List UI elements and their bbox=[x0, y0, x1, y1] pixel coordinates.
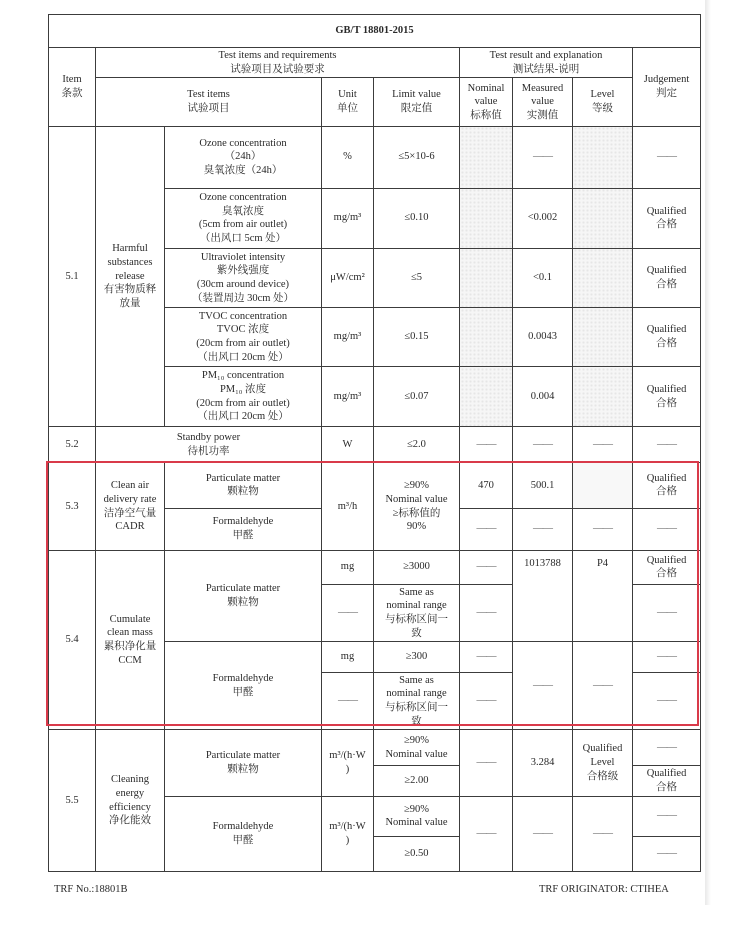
header-level: Level 等级 bbox=[573, 78, 633, 126]
nominal-cell bbox=[460, 188, 513, 248]
header-item: Item 条款 bbox=[49, 48, 96, 126]
judgement-cell: Qualified 合格 bbox=[633, 463, 701, 508]
limit-cell: ≥90% Nominal value ≥标称值的 90% bbox=[374, 463, 460, 550]
judgement-cell: —— bbox=[633, 427, 701, 463]
test-ultraviolet: Ultraviolet intensity 紫外线强度 (30cm around device) （装置周边 30cm 处） bbox=[165, 248, 322, 307]
measured-cell: —— bbox=[513, 642, 573, 730]
nominal-cell: —— bbox=[460, 642, 513, 672]
judgement-cell: —— bbox=[633, 584, 701, 642]
judgement-cell: —— bbox=[633, 836, 701, 871]
level-cell bbox=[573, 188, 633, 248]
item-5-4: 5.4 bbox=[49, 550, 96, 730]
level-cell bbox=[573, 308, 633, 367]
judgement-cell: Qualified 合格 bbox=[633, 308, 701, 367]
judgement-cell: —— bbox=[633, 642, 701, 672]
level-cell: —— bbox=[573, 642, 633, 730]
nominal-cell bbox=[460, 126, 513, 188]
unit-cell: mg bbox=[322, 642, 374, 672]
limit-cell: Same as nominal range 与标称区间一 致 bbox=[374, 584, 460, 642]
nominal-cell bbox=[460, 248, 513, 307]
nominal-cell: —— bbox=[460, 550, 513, 584]
limit-cell: ≤0.15 bbox=[374, 308, 460, 367]
limit-cell: ≤0.07 bbox=[374, 367, 460, 427]
measured-cell: 1013788 bbox=[513, 550, 573, 642]
judgement-cell: Qualified 合格 bbox=[633, 367, 701, 427]
limit-cell: ≥90% Nominal value bbox=[374, 730, 460, 766]
limit-cell: ≥90% Nominal value bbox=[374, 796, 460, 836]
limit-cell: ≥3000 bbox=[374, 550, 460, 584]
test-cadr-formaldehyde: Formaldehyde 甲醛 bbox=[165, 508, 322, 550]
level-cell: Qualified Level 合格级 bbox=[573, 730, 633, 796]
unit-cell: m³/(h·W ) bbox=[322, 796, 374, 871]
measured-cell: <0.1 bbox=[513, 248, 573, 307]
limit-cell: ≥0.50 bbox=[374, 836, 460, 871]
header-judgement: Judgement 判定 bbox=[633, 48, 701, 126]
nominal-cell: —— bbox=[460, 584, 513, 642]
limit-cell: ≥300 bbox=[374, 642, 460, 672]
trf-number: TRF No.:18801B bbox=[54, 884, 128, 895]
level-cell bbox=[573, 367, 633, 427]
judgement-cell: —— bbox=[633, 672, 701, 730]
group-harmful-substances: Harmful substances release 有害物质释 放量 bbox=[96, 126, 165, 427]
measured-cell: 500.1 bbox=[513, 463, 573, 508]
nominal-cell: —— bbox=[460, 730, 513, 796]
measured-cell: —— bbox=[513, 796, 573, 871]
judgement-cell: Qualified 合格 bbox=[633, 248, 701, 307]
measured-cell: —— bbox=[513, 508, 573, 550]
nominal-cell: 470 bbox=[460, 463, 513, 508]
level-cell: —— bbox=[573, 508, 633, 550]
limit-cell: ≤5×10-6 bbox=[374, 126, 460, 188]
test-ccm-formaldehyde: Formaldehyde 甲醛 bbox=[165, 642, 322, 730]
nominal-cell: —— bbox=[460, 796, 513, 871]
limit-cell: Same as nominal range 与标称区间一 致 bbox=[374, 672, 460, 730]
level-cell: P4 bbox=[573, 550, 633, 642]
unit-cell: mg/m³ bbox=[322, 188, 374, 248]
judgement-cell: —— bbox=[633, 508, 701, 550]
judgement-cell: —— bbox=[633, 730, 701, 766]
test-pm10: PM₁₀ concentration PM₁₀ 浓度 (20cm from air outlet) （出风口 20cm 处） bbox=[165, 367, 322, 427]
test-cadr-particulate: Particulate matter 颗粒物 bbox=[165, 463, 322, 508]
item-5-3: 5.3 bbox=[49, 463, 96, 550]
unit-cell: —— bbox=[322, 584, 374, 642]
unit-cell: mg/m³ bbox=[322, 308, 374, 367]
header-measured: Measured value 实测值 bbox=[513, 78, 573, 126]
nominal-cell bbox=[460, 308, 513, 367]
test-ccm-particulate: Particulate matter 颗粒物 bbox=[165, 550, 322, 642]
limit-cell: ≤2.0 bbox=[374, 427, 460, 463]
header-nominal: Nominal value 标称值 bbox=[460, 78, 513, 126]
test-ozone-24h: Ozone concentration （24h） 臭氧浓度（24h） bbox=[165, 126, 322, 188]
group-cleaning-energy-efficiency: Cleaning energy efficiency 净化能效 bbox=[96, 730, 165, 872]
unit-cell: mg bbox=[322, 550, 374, 584]
group-cadr: Clean air delivery rate 洁净空气量 CADR bbox=[96, 463, 165, 550]
test-cee-formaldehyde: Formaldehyde 甲醛 bbox=[165, 796, 322, 871]
test-ozone-5cm: Ozone concentration 臭氧浓度 (5cm from air outlet) （出风口 5cm 处） bbox=[165, 188, 322, 248]
unit-cell: m³/(h·W ) bbox=[322, 730, 374, 796]
measured-cell: <0.002 bbox=[513, 188, 573, 248]
nominal-cell bbox=[460, 367, 513, 427]
header-test-items-requirements: Test items and requirements 试验项目及试验要求 bbox=[96, 48, 460, 78]
item-5-1: 5.1 bbox=[49, 126, 96, 427]
test-standby-power: Standby power 待机功率 bbox=[96, 427, 322, 463]
unit-cell: m³/h bbox=[322, 463, 374, 550]
item-5-2: 5.2 bbox=[49, 427, 96, 463]
judgement-cell: Qualified 合格 bbox=[633, 766, 701, 796]
nominal-cell: —— bbox=[460, 672, 513, 730]
measured-cell: 3.284 bbox=[513, 730, 573, 796]
page-edge-shadow bbox=[705, 0, 711, 905]
limit-cell: ≤0.10 bbox=[374, 188, 460, 248]
level-cell bbox=[573, 248, 633, 307]
level-cell bbox=[573, 463, 633, 508]
header-test-result: Test result and explanation 测试结果-说明 bbox=[460, 48, 633, 78]
measured-cell: —— bbox=[513, 126, 573, 188]
unit-cell: μW/cm² bbox=[322, 248, 374, 307]
header-unit: Unit 单位 bbox=[322, 78, 374, 126]
unit-cell: W bbox=[322, 427, 374, 463]
item-5-5: 5.5 bbox=[49, 730, 96, 872]
header-test-items: Test items 试验项目 bbox=[96, 78, 322, 126]
judgement-cell: Qualified 合格 bbox=[633, 550, 701, 584]
nominal-cell: —— bbox=[460, 427, 513, 463]
judgement-cell: —— bbox=[633, 796, 701, 836]
judgement-cell: Qualified 合格 bbox=[633, 188, 701, 248]
header-limit: Limit value 限定值 bbox=[374, 78, 460, 126]
test-cee-particulate: Particulate matter 颗粒物 bbox=[165, 730, 322, 796]
measured-cell: —— bbox=[513, 427, 573, 463]
unit-cell: % bbox=[322, 126, 374, 188]
level-cell: —— bbox=[573, 796, 633, 871]
unit-cell: mg/m³ bbox=[322, 367, 374, 427]
standard-title: GB/T 18801-2015 bbox=[49, 15, 701, 48]
test-report-table bbox=[48, 14, 701, 872]
level-cell bbox=[573, 126, 633, 188]
trf-originator: TRF ORIGINATOR: CTIHEA bbox=[539, 884, 669, 895]
judgement-cell: —— bbox=[633, 126, 701, 188]
limit-cell: ≤5 bbox=[374, 248, 460, 307]
nominal-cell: —— bbox=[460, 508, 513, 550]
unit-cell: —— bbox=[322, 672, 374, 730]
group-ccm: Cumulate clean mass 累积净化量 CCM bbox=[96, 550, 165, 730]
test-tvoc: TVOC concentration TVOC 浓度 (20cm from air outlet) （出风口 20cm 处） bbox=[165, 308, 322, 367]
level-cell: —— bbox=[573, 427, 633, 463]
measured-cell: 0.0043 bbox=[513, 308, 573, 367]
limit-cell: ≥2.00 bbox=[374, 766, 460, 796]
measured-cell: 0.004 bbox=[513, 367, 573, 427]
